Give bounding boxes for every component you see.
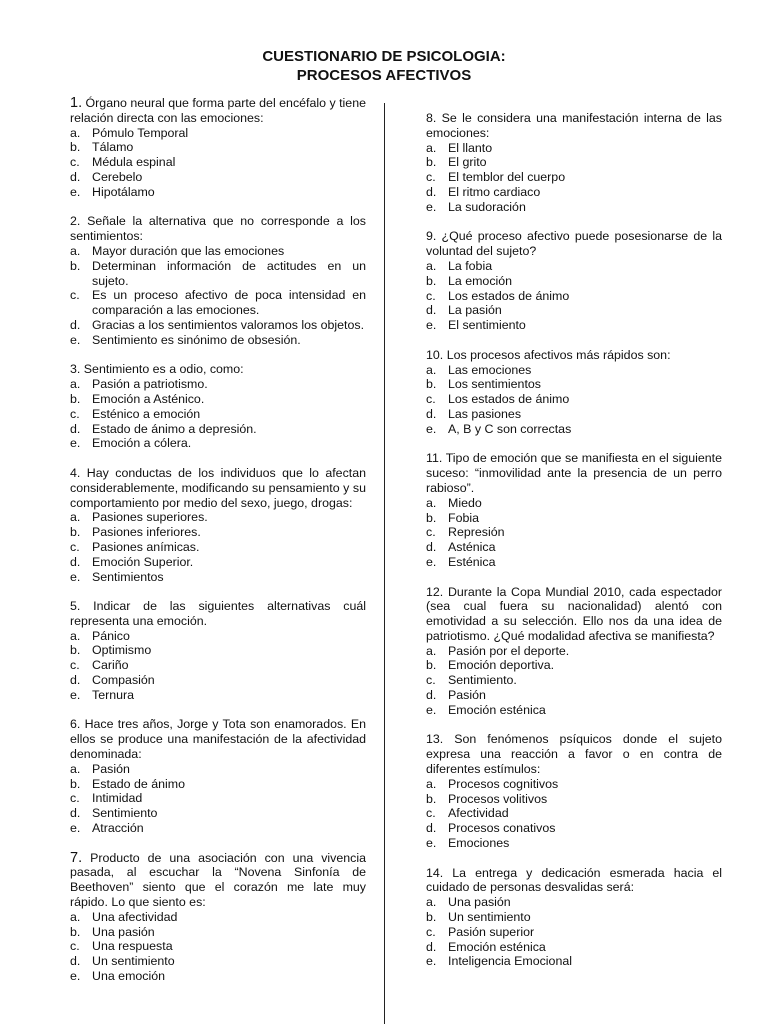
- option-letter: b.: [70, 525, 81, 540]
- question-number: 10.: [426, 347, 444, 362]
- answer-option: [70, 185, 366, 200]
- question-number: 8.: [426, 111, 437, 125]
- answer-option: [426, 496, 722, 511]
- question-number: 6.: [70, 717, 81, 732]
- option-letter: a.: [426, 776, 437, 791]
- option-text: Pasión superior: [448, 924, 535, 939]
- option-text: Una respuesta: [92, 939, 173, 954]
- option-text: Pánico: [92, 628, 130, 643]
- option-text: Una afectividad: [92, 909, 178, 924]
- question-text: Hace tres años, Jorge y Tota son enamorados. En ellos se produce una manifestación de la afectividad denominada:: [70, 717, 366, 762]
- answer-option: [426, 289, 722, 304]
- answer-option: [70, 673, 366, 688]
- option-letter: e.: [426, 702, 437, 717]
- question-number: 11.: [426, 451, 443, 466]
- question-text: Hay conductas de los individuos que lo afectan considerablemente, modificando su pensamiento y su comportamiento por medio del sexo, juego, drogas:: [70, 465, 366, 510]
- option-text: Un sentimiento: [448, 910, 531, 925]
- answer-option: [426, 185, 722, 200]
- question-number: 14.: [426, 865, 444, 880]
- option-text: Cerebelo: [92, 169, 143, 184]
- option-letter: c.: [70, 939, 80, 954]
- option-letter: c.: [70, 539, 80, 554]
- question-13: [426, 732, 722, 850]
- option-letter: e.: [70, 687, 81, 702]
- option-text: Procesos conativos: [448, 821, 556, 836]
- option-letter: d.: [70, 806, 81, 821]
- question-text: Sentimiento es a odio, como:: [83, 362, 244, 377]
- question-stem: [70, 466, 366, 510]
- option-text: Las pasiones: [448, 406, 522, 421]
- question-text: Durante la Copa Mundial 2010, cada espectador (sea cual fuera su nacionalidad) alentó con emotividad a su selección. Ello nos da una idea de patriotismo. ¿Qué modalidad afectiva se manifiesta?: [426, 584, 722, 643]
- option-letter: b.: [426, 155, 437, 170]
- option-text: Emoción esténica: [448, 702, 546, 717]
- option-letter: c.: [426, 525, 436, 540]
- question-stem: [426, 348, 722, 363]
- option-letter: d.: [426, 303, 437, 318]
- answer-option: [70, 570, 366, 585]
- answer-option: [426, 259, 722, 274]
- option-letter: d.: [426, 406, 437, 421]
- answer-option: [70, 939, 366, 954]
- option-text: Emoción a cólera.: [92, 436, 192, 451]
- option-text: Procesos volitivos: [448, 791, 548, 806]
- option-letter: a.: [426, 495, 437, 510]
- option-text: Las emociones: [448, 362, 532, 377]
- option-letter: d.: [70, 954, 81, 969]
- option-letter: d.: [426, 821, 437, 836]
- option-text: Inteligencia Emocional: [448, 954, 572, 969]
- option-text: El grito: [448, 155, 487, 170]
- question-stem: [70, 851, 366, 910]
- question-number: 4.: [70, 465, 81, 480]
- option-text: Estado de ánimo a depresión.: [92, 421, 257, 436]
- question-text: Son fenómenos psíquicos donde el sujeto expresa una reacción a favor o en contra de diferentes estímulos:: [426, 732, 722, 777]
- option-letter: e.: [70, 332, 81, 347]
- question-stem: [426, 866, 722, 896]
- option-text: Una emoción: [92, 969, 166, 984]
- option-letter: b.: [426, 510, 437, 525]
- option-text: Emoción esténica: [448, 939, 546, 954]
- answer-option: [70, 170, 366, 185]
- option-text: Asténica: [448, 540, 496, 555]
- option-text: Un sentimiento: [92, 954, 175, 969]
- option-text: Esténico a emoción: [92, 406, 201, 421]
- option-text: Miedo: [448, 495, 482, 510]
- question-7: [70, 851, 366, 984]
- option-text: Sentimientos: [92, 569, 164, 584]
- answer-option: [70, 259, 366, 289]
- answer-option: [426, 422, 722, 437]
- question-text: Indicar de las siguientes alternativas cuál representa una emoción.: [70, 599, 366, 628]
- question-number: 5.: [70, 599, 81, 614]
- option-letter: a.: [70, 510, 81, 525]
- question-text: Los procesos afectivos más rápidos son:: [446, 347, 671, 362]
- answer-option: [426, 377, 722, 392]
- answer-option: [70, 244, 366, 259]
- question-text: Tipo de emoción que se manifiesta en el siguiente suceso: “inmovilidad ante la presencia de un perro rabioso”.: [426, 451, 722, 495]
- answer-option: [426, 318, 722, 333]
- answer-option: [426, 777, 722, 792]
- answer-option: [70, 791, 366, 806]
- answer-option: [70, 821, 366, 836]
- option-text: Pasión por el deporte.: [448, 643, 570, 658]
- option-letter: b.: [426, 791, 437, 806]
- answer-option: [70, 643, 366, 658]
- question-11: [426, 451, 722, 569]
- question-6: [70, 717, 366, 835]
- answer-option: [70, 140, 366, 155]
- answer-option: [426, 703, 722, 718]
- answer-option: [70, 318, 366, 333]
- question-number: 3.: [70, 362, 81, 377]
- option-letter: d.: [426, 540, 437, 555]
- option-letter: a.: [70, 125, 81, 140]
- option-text: La sudoración: [448, 199, 526, 214]
- question-3: [70, 362, 366, 451]
- answer-option: [70, 777, 366, 792]
- option-text: Afectividad: [448, 806, 509, 821]
- option-text: Tálamo: [92, 140, 134, 155]
- answer-option: [426, 644, 722, 659]
- option-text: El temblor del cuerpo: [448, 170, 566, 185]
- answer-option: [70, 510, 366, 525]
- option-letter: c.: [70, 288, 80, 303]
- option-letter: b.: [426, 273, 437, 288]
- question-stem: [426, 732, 722, 776]
- option-letter: e.: [426, 954, 437, 969]
- option-letter: c.: [426, 392, 436, 407]
- page-title: [0, 47, 768, 85]
- option-text: Pómulo Temporal: [92, 125, 189, 140]
- option-letter: e.: [70, 436, 81, 451]
- option-letter: b.: [70, 776, 81, 791]
- option-letter: e.: [70, 821, 81, 836]
- answer-option: [70, 377, 366, 392]
- option-text: Una pasión: [448, 895, 511, 910]
- answer-option: [426, 658, 722, 673]
- answer-option: [426, 525, 722, 540]
- question-14: [426, 866, 722, 970]
- option-letter: c.: [426, 924, 436, 939]
- option-text: Cariño: [92, 658, 129, 673]
- answer-option: [426, 910, 722, 925]
- answer-option: [426, 363, 722, 378]
- answer-option: [70, 688, 366, 703]
- option-letter: a.: [70, 909, 81, 924]
- question-number: 1.: [70, 95, 83, 111]
- option-letter: c.: [426, 170, 436, 185]
- option-text: Emociones: [448, 836, 510, 851]
- option-letter: a.: [70, 628, 81, 643]
- option-letter: d.: [426, 688, 437, 703]
- option-text: Pasiones inferiores.: [92, 525, 201, 540]
- answer-option: [426, 392, 722, 407]
- option-text: Sentimiento.: [448, 673, 517, 688]
- question-stem: [426, 585, 722, 644]
- option-text: Es un proceso afectivo de poca intensidad en comparación a las emociones.: [92, 288, 366, 318]
- question-4: [70, 466, 366, 584]
- option-text: Pasión a patriotismo.: [92, 377, 208, 392]
- option-text: Gracias a los sentimientos valoramos los objetos.: [92, 317, 365, 332]
- option-text: Esténica: [448, 554, 496, 569]
- option-text: Hipotálamo: [92, 184, 155, 199]
- option-letter: d.: [426, 939, 437, 954]
- question-stem: [70, 717, 366, 761]
- option-letter: b.: [70, 643, 81, 658]
- option-letter: c.: [426, 806, 436, 821]
- option-text: Estado de ánimo: [92, 776, 185, 791]
- option-letter: a.: [426, 362, 437, 377]
- option-text: El llanto: [448, 140, 493, 155]
- option-letter: c.: [426, 673, 436, 688]
- option-letter: e.: [426, 836, 437, 851]
- option-letter: b.: [70, 140, 81, 155]
- question-2: [70, 214, 366, 347]
- answer-option: [426, 836, 722, 851]
- title-line-2: PROCESOS AFECTIVOS: [296, 67, 472, 84]
- option-text: Emoción a Asténico.: [92, 391, 205, 406]
- option-text: A, B y C son correctas: [448, 421, 572, 436]
- answer-option: [70, 407, 366, 422]
- option-text: Una pasión: [92, 924, 155, 939]
- answer-option: [426, 673, 722, 688]
- option-text: Sentimiento es sinónimo de obsesión.: [92, 332, 301, 347]
- question-number: 9.: [426, 229, 437, 244]
- question-9: [426, 229, 722, 333]
- option-letter: e.: [70, 969, 81, 984]
- option-letter: a.: [426, 258, 437, 273]
- option-text: Represión: [448, 525, 505, 540]
- question-stem: [70, 599, 366, 629]
- option-letter: c.: [426, 288, 436, 303]
- option-letter: b.: [70, 258, 81, 273]
- option-letter: d.: [70, 317, 81, 332]
- answer-option: [426, 170, 722, 185]
- option-text: Mayor duración que las emociones: [92, 243, 285, 258]
- option-letter: d.: [70, 421, 81, 436]
- question-text: Producto de una asociación con una vivencia pasada, al escuchar la “Novena Sinfonía de Beethoven” siento que el corazón me late muy rápido. Lo que siento es:: [70, 850, 366, 910]
- option-letter: e.: [70, 184, 81, 199]
- question-stem: [70, 214, 366, 244]
- option-text: Médula espinal: [92, 155, 176, 170]
- question-text: ¿Qué proceso afectivo puede posesionarse de la voluntad del sujeto?: [426, 229, 722, 259]
- option-letter: e.: [426, 318, 437, 333]
- question-number: 2.: [70, 214, 81, 229]
- option-text: El ritmo cardiaco: [448, 184, 541, 199]
- option-letter: c.: [70, 406, 80, 421]
- option-text: Sentimiento: [92, 806, 158, 821]
- answer-option: [426, 155, 722, 170]
- question-number: 7.: [70, 849, 83, 866]
- option-text: El sentimiento: [448, 318, 526, 333]
- question-stem: [426, 111, 722, 141]
- option-letter: b.: [70, 391, 81, 406]
- question-stem: [426, 229, 722, 259]
- option-text: Emoción deportiva.: [448, 658, 555, 673]
- question-text: Señale la alternativa que no corresponde a los sentimientos:: [70, 214, 366, 244]
- question-1: [70, 96, 366, 200]
- option-letter: e.: [70, 569, 81, 584]
- answer-option: [70, 555, 366, 570]
- right-column: [426, 111, 722, 984]
- option-letter: e.: [426, 199, 437, 214]
- option-letter: b.: [426, 910, 437, 925]
- option-letter: e.: [426, 554, 437, 569]
- option-letter: b.: [426, 658, 437, 673]
- title-line-1: CUESTIONARIO DE PSICOLOGIA:: [262, 48, 506, 65]
- option-text: Procesos cognitivos: [448, 776, 559, 791]
- option-letter: d.: [426, 184, 437, 199]
- answer-option: [70, 288, 366, 318]
- option-text: Pasión: [448, 688, 486, 703]
- answer-option: [70, 155, 366, 170]
- option-text: Pasiones superiores.: [92, 510, 208, 525]
- answer-option: [70, 436, 366, 451]
- question-5: [70, 599, 366, 703]
- option-letter: e.: [426, 421, 437, 436]
- answer-option: [70, 392, 366, 407]
- question-8: [426, 111, 722, 215]
- option-letter: a.: [70, 377, 81, 392]
- question-10: [426, 348, 722, 437]
- answer-option: [70, 333, 366, 348]
- answer-option: [426, 540, 722, 555]
- answer-option: [426, 274, 722, 289]
- answer-option: [70, 658, 366, 673]
- answer-option: [426, 688, 722, 703]
- option-text: La fobia: [448, 258, 493, 273]
- answer-option: [70, 126, 366, 141]
- option-letter: d.: [70, 673, 81, 688]
- question-number: 12.: [426, 584, 444, 599]
- option-letter: b.: [426, 377, 437, 392]
- answer-option: [426, 407, 722, 422]
- option-letter: b.: [70, 924, 81, 939]
- question-text: Órgano neural que forma parte del encéfalo y tiene relación directa con las emociones:: [70, 96, 366, 125]
- answer-option: [70, 954, 366, 969]
- option-text: Intimidad: [92, 791, 143, 806]
- answer-option: [70, 806, 366, 821]
- answer-option: [70, 762, 366, 777]
- question-number: 13.: [426, 732, 444, 747]
- answer-option: [426, 141, 722, 156]
- answer-option: [426, 821, 722, 836]
- answer-option: [426, 200, 722, 215]
- answer-option: [70, 525, 366, 540]
- answer-option: [70, 422, 366, 437]
- question-stem: [70, 362, 366, 377]
- option-letter: d.: [70, 169, 81, 184]
- option-letter: a.: [426, 140, 437, 155]
- option-text: Atracción: [92, 821, 144, 836]
- question-12: [426, 585, 722, 718]
- answer-option: [426, 511, 722, 526]
- answer-option: [426, 940, 722, 955]
- option-letter: a.: [426, 643, 437, 658]
- answer-option: [426, 303, 722, 318]
- option-text: Pasión: [92, 761, 130, 776]
- answer-option: [426, 954, 722, 969]
- option-letter: a.: [426, 895, 437, 910]
- column-divider: [384, 103, 385, 1024]
- left-column: [70, 96, 366, 999]
- option-text: Los estados de ánimo: [448, 392, 570, 407]
- option-text: Compasión: [92, 673, 155, 688]
- option-letter: d.: [70, 554, 81, 569]
- answer-option: [426, 925, 722, 940]
- option-text: La emoción: [448, 273, 513, 288]
- answer-option: [426, 555, 722, 570]
- option-letter: c.: [70, 791, 80, 806]
- option-text: Determinan información de actitudes en un sujeto.: [92, 258, 366, 288]
- option-text: Los estados de ánimo: [448, 288, 570, 303]
- option-letter: a.: [70, 243, 81, 258]
- option-text: Emoción Superior.: [92, 554, 194, 569]
- option-letter: a.: [70, 761, 81, 776]
- answer-option: [426, 792, 722, 807]
- answer-option: [426, 895, 722, 910]
- question-text: La entrega y dedicación esmerada hacia el cuidado de personas desvalidas será:: [426, 865, 722, 895]
- question-stem: [70, 96, 366, 126]
- question-text: Se le considera una manifestación interna de las emociones:: [426, 111, 722, 140]
- answer-option: [70, 925, 366, 940]
- answer-option: [70, 910, 366, 925]
- answer-option: [70, 629, 366, 644]
- option-letter: c.: [70, 155, 80, 170]
- answer-option: [70, 540, 366, 555]
- question-stem: [426, 451, 722, 495]
- option-text: Pasiones anímicas.: [92, 539, 200, 554]
- option-text: Los sentimientos: [448, 377, 541, 392]
- option-text: Optimismo: [92, 643, 152, 658]
- option-letter: c.: [70, 658, 80, 673]
- answer-option: [70, 969, 366, 984]
- option-text: Ternura: [92, 687, 135, 702]
- answer-option: [426, 806, 722, 821]
- option-text: La pasión: [448, 303, 502, 318]
- option-text: Fobia: [448, 510, 479, 525]
